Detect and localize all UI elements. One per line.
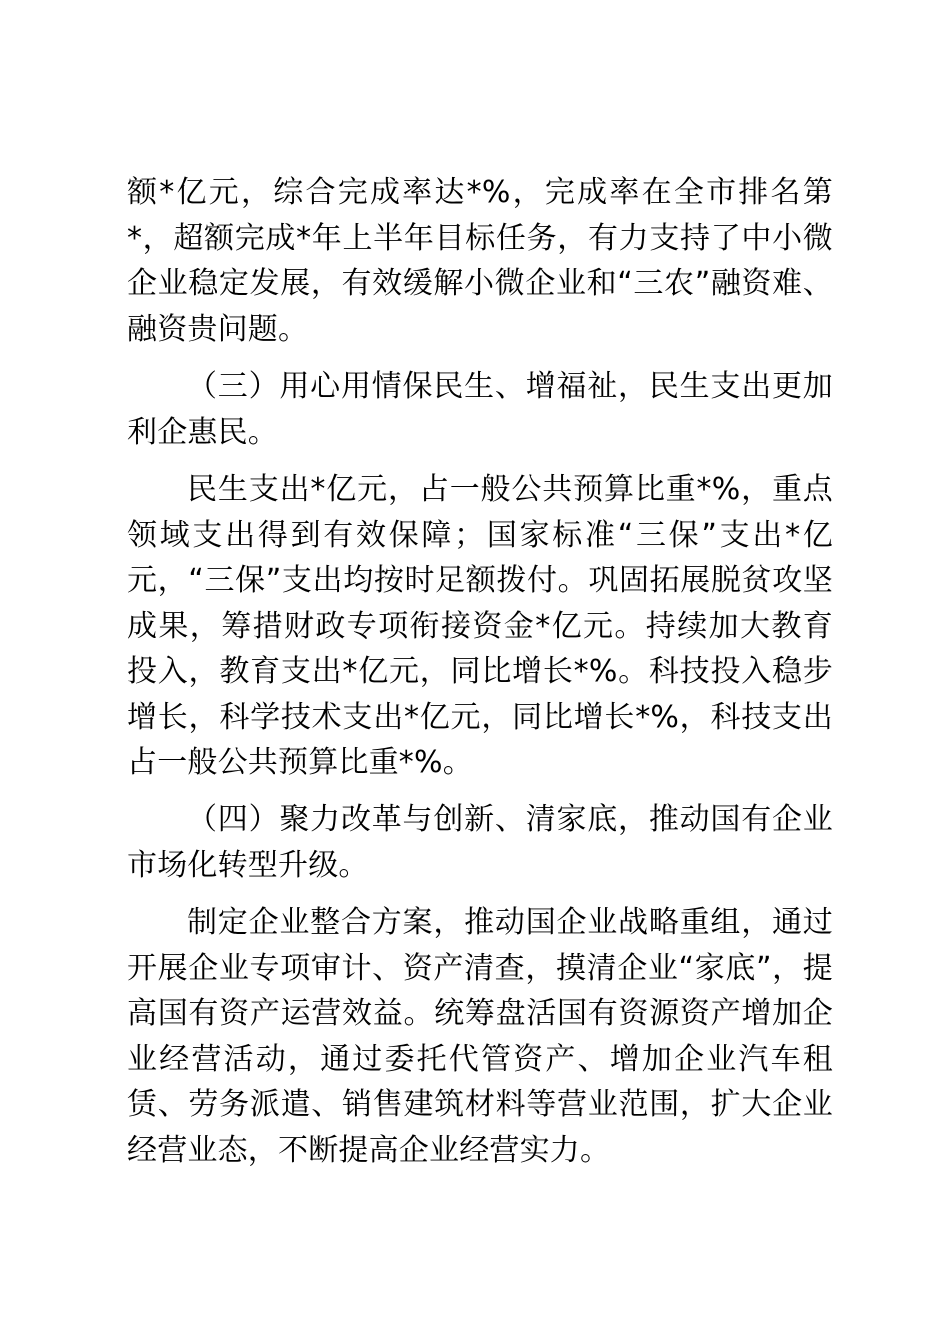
body-paragraph-financing: 额*亿元，综合完成率达*%，完成率在全市排名第*，超额完成*年上半年目标任务，有力支持了中小微企业稳定发展，有效缓解小微企业和“三农”融资难、融资贵问题。 [127,175,833,347]
body-paragraph-state-enterprise: 制定企业整合方案，推动国企业战略重组，通过开展企业专项审计、资产清查，摸清企业“家底”，提高国有资产运营效益。统筹盘活国有资源资产增加企业经营活动，通过委托代管资产、增加企业汽车租赁、劳务派遣、销售建筑材料等营业范围，扩大企业经营业态，不断提高企业经营实力。 [127,905,833,1168]
section-heading-3: （三）用心用情保民生、增福祉，民生支出更加利企惠民。 [127,369,833,450]
body-paragraph-livelihood: 民生支出*亿元，占一般公共预算比重*%，重点领域支出得到有效保障；国家标准“三保”支出*亿元，“三保”支出均按时足额拨付。巩固拓展脱贫攻坚成果，筹措财政专项衔接资金*亿元。持续加大教育投入，教育支出*亿元，同比增长*%。科技投入稳步增长，科学技术支出*亿元，同比增长*%，科技支出占一般公共预算比重*%。 [127,472,833,780]
section-heading-4: （四）聚力改革与创新、清家底，推动国有企业市场化转型升级。 [127,802,833,883]
